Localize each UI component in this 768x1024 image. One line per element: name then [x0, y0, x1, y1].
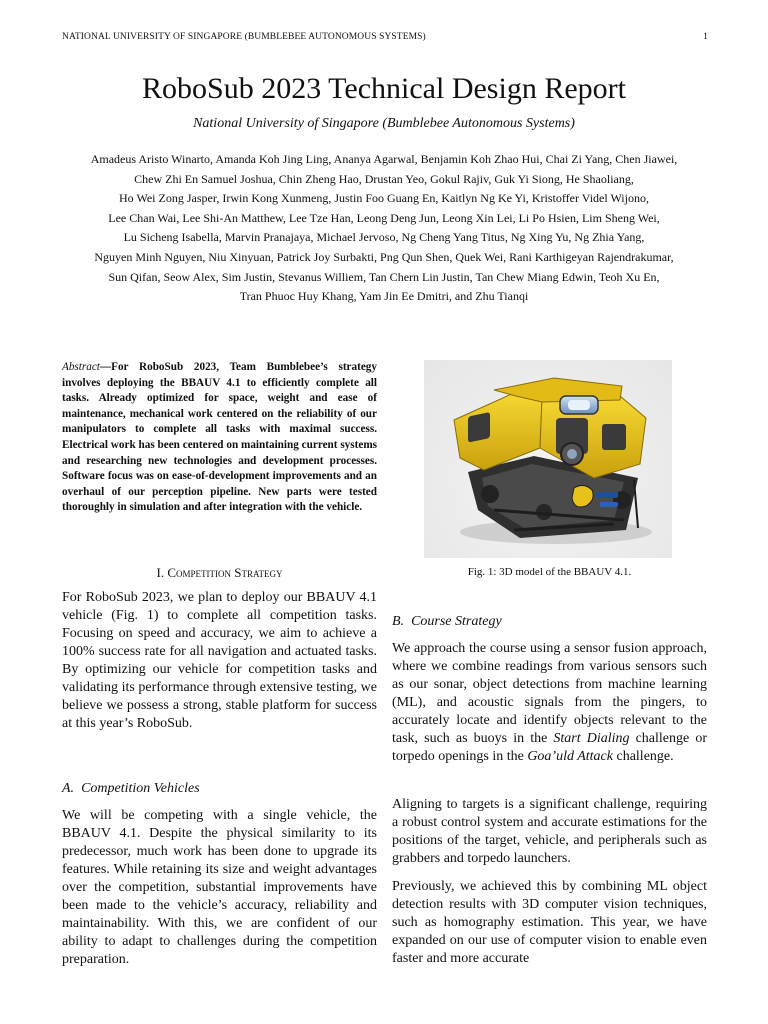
section-title: Competition Strategy: [167, 565, 283, 580]
task-name: Goa’uld Attack: [527, 749, 613, 764]
subsection-b-paragraph-2: [392, 796, 707, 868]
author-line: Amadeus Aristo Winarto, Amanda Koh Jing Ling, Ananya Agarwal, Benjamin Koh Zhao Hui, Chai Zi Yang, Chen Jiawei,: [90, 152, 678, 166]
author-line: Chew Zhi En Samuel Joshua, Chin Zheng Hao, Drustan Yeo, Gokul Rajiv, Guk Yi Siong, He Shaoliang,: [134, 171, 634, 186]
page-number: 1: [703, 32, 708, 42]
author-line: Lu Sicheng Isabella, Marvin Pranajaya, Michael Jervoso, Ng Cheng Yang Titus, Ng Xing Yu, Ng Zhia Yang,: [123, 230, 645, 245]
subsection-a-heading: [62, 781, 377, 797]
section-heading: [62, 565, 377, 581]
section1-paragraph: [62, 589, 377, 733]
paragraph: [392, 640, 707, 766]
affiliation: National University of Singapore (Bumblebee Autonomous Systems): [193, 116, 575, 131]
abstract: [62, 360, 377, 516]
subsection-a-paragraph: [62, 807, 377, 969]
subsection-b-paragraph-3: [392, 878, 707, 968]
author-line: Lee Chan Wai, Lee Shi-An Matthew, Lee Tze Han, Leong Deng Jun, Leong Xin Lei, Li Po Hsien, Lim Sheng Wei,: [108, 210, 660, 225]
paragraph: Aligning to targets is a significant challenge, requiring a robust control system and accurate estimations for the positions of the target, vehicle, and peripherals such as grabbers and torpedo launchers.: [392, 797, 707, 866]
running-header: [62, 32, 708, 42]
text-run: challenge or torpedo openings in the: [392, 731, 707, 764]
subsection-b-heading: [392, 614, 707, 630]
paragraph: Previously, we achieved this by combining ML object detection results with 3D computer vision techniques, such as homography estimation. This year, we have expanded on our use of computer vision to enable even faster and more accurate: [392, 879, 707, 966]
paper-title: RoboSub 2023 Technical Design Report: [142, 72, 626, 105]
auv-illustration: [424, 360, 672, 558]
text-run: We approach the course using a sensor fusion approach, where we combine readings from various sensors such as our sonar, object detections from machine learning (ML), and acoustic signals from the pingers, to accurately locate and identify objects relevant to the task, such as buoys in the: [392, 641, 707, 746]
task-name: Start Dialing: [553, 731, 630, 746]
running-title: NATIONAL UNIVERSITY OF SINGAPORE (BUMBLEBEE AUTONOMOUS SYSTEMS): [62, 32, 426, 42]
figure-bbauv-render: [424, 360, 672, 558]
figure-caption: Fig. 1: 3D model of the BBAUV 4.1.: [467, 566, 632, 578]
subsection-title: Course Strategy: [411, 614, 502, 629]
text-run: challenge.: [612, 749, 674, 764]
subsection-title: Competition Vehicles: [81, 781, 200, 796]
author-line: Nguyen Minh Nguyen, Niu Xinyuan, Patrick Joy Surbakti, Png Qun Shen, Quek Wei, Rani Karthigeyan Rajendrakumar,: [94, 249, 674, 264]
author-list: [52, 150, 716, 307]
abstract-text: —For RoboSub 2023, Team Bumblebee’s strategy involves deploying the BBAUV 4.1 to efficiently complete all tasks. Already optimized for space, weight and ease of maintenance, mechanical work centered on the reliability of our manipulators to complete all tasks with maximal success. Electrical work has been centered on maintaining current systems and researching new technologies and development processes. Software focus was on ease-of-development improvements and an overhaul of our perception pipeline. New parts were tested thoroughly in simulation and after integration with the vehicle.: [62, 361, 377, 514]
subsection-b-paragraph-1: [392, 640, 707, 766]
subsection-label: B.: [392, 614, 405, 629]
section-numeral: I.: [156, 565, 165, 580]
author-line: Sun Qifan, Seow Alex, Sim Justin, Stevanus Williem, Tan Chern Lin Justin, Tan Chew Miang Edwin, Teoh Xu En,: [108, 269, 660, 284]
paragraph: For RoboSub 2023, we plan to deploy our BBAUV 4.1 vehicle (Fig. 1) to complete all competition tasks. Focusing on speed and accuracy, we aim to achieve a 100% success rate for all navigation and actuated tasks. By optimizing our vehicle for competition tasks and validating its performance through extensive testing, we believe we possess a strong, stable platform for success at this year’s RoboSub.: [62, 590, 377, 731]
author-line: Ho Wei Zong Jasper, Irwin Kong Xunmeng, Justin Foo Guang En, Kaitlyn Ng Ke Yi, Kristoffer Videl Wijono,: [119, 191, 649, 206]
paragraph: We will be competing with a single vehicle, the BBAUV 4.1. Despite the physical similarity to its predecessor, much work has been done to upgrade its features. While retaining its size and weight advantages over the competition, substantial improvements have been made to the vehicle’s accuracy, reliability and maintainability. With this, we are confident of our ability to adapt to challenges during the competition preparation.: [62, 808, 377, 967]
author-line: Tran Phuoc Huy Khang, Yam Jin Ee Dmitri, and Zhu Tianqi: [239, 289, 529, 304]
abstract-label: Abstract: [62, 361, 100, 373]
subsection-label: A.: [62, 781, 75, 796]
